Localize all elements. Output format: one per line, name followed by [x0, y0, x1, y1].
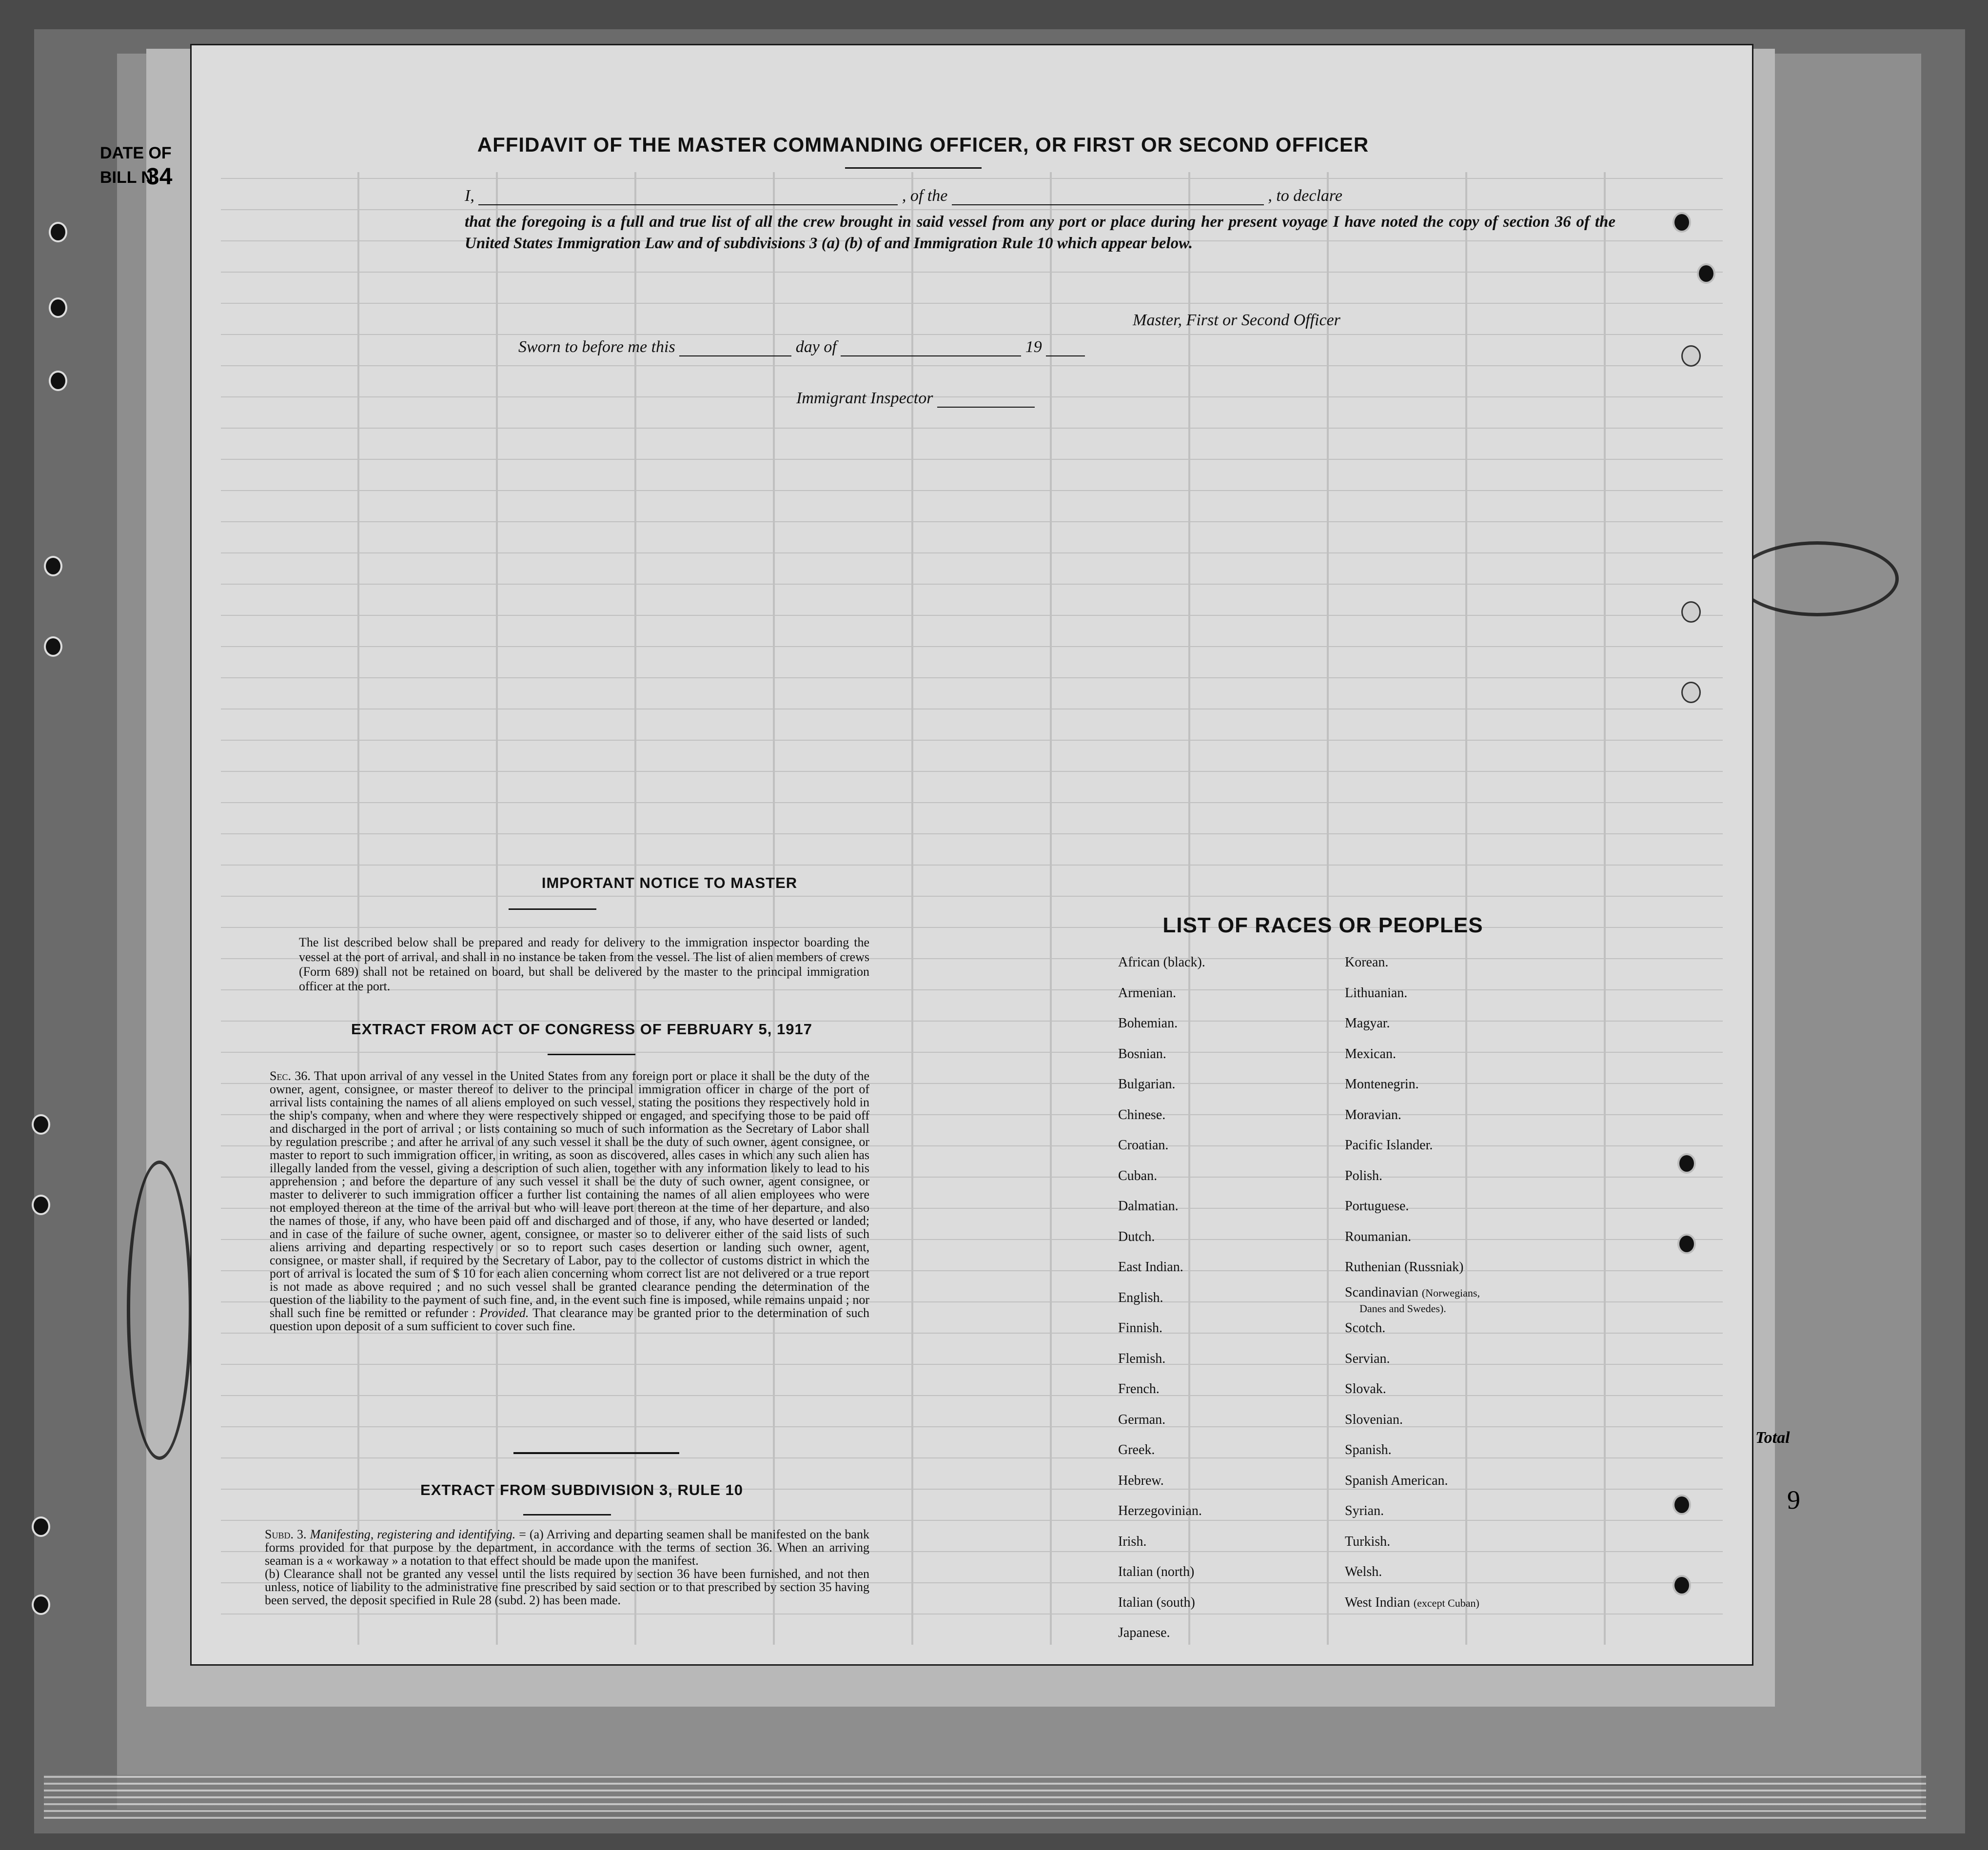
rule-extract-title: EXTRACT FROM SUBDIVISION 3, RULE 10: [420, 1481, 743, 1498]
race-item: Pacific Islander.: [1345, 1138, 1433, 1153]
race-item: Chinese.: [1118, 1107, 1166, 1122]
race-item: Finnish.: [1118, 1320, 1163, 1336]
race-scandinavian-note-2: Danes and Swedes).: [1359, 1302, 1446, 1315]
declare-to: , to declare: [1268, 187, 1342, 205]
race-item: African (black).: [1118, 955, 1205, 970]
punch-hole: [32, 1516, 50, 1537]
year-blank[interactable]: [1046, 355, 1085, 356]
section-36-text: [270, 1069, 869, 1333]
notice-title: IMPORTANT NOTICE TO MASTER: [541, 874, 798, 891]
race-item: Servian.: [1345, 1351, 1390, 1366]
race-item: Mexican.: [1345, 1046, 1396, 1062]
punch-hole: [44, 636, 62, 657]
punch-hole: [1681, 601, 1701, 623]
sworn-label: Sworn to before me this: [518, 338, 675, 356]
rule-10-text: [265, 1528, 869, 1607]
race-item: Italian (south): [1118, 1594, 1195, 1610]
margin-total-label: Total: [1755, 1429, 1790, 1447]
race-west-indian: West Indian: [1345, 1594, 1410, 1610]
punch-hole: [32, 1195, 50, 1215]
race-scandinavian-note-1: (Norwegians,: [1421, 1286, 1480, 1299]
punch-hole: [49, 297, 67, 318]
punch-hole: [49, 371, 67, 391]
year-label: 19: [1025, 338, 1042, 356]
inspector-line: [796, 389, 1035, 408]
title-rule: [845, 167, 982, 169]
margin-date-label: DATE OF: [100, 144, 172, 162]
race-item: Slovak.: [1345, 1381, 1386, 1397]
race-item: German.: [1118, 1412, 1166, 1427]
punch-hole: [1677, 1153, 1696, 1174]
race-item: Bohemian.: [1118, 1016, 1178, 1031]
race-item: Dalmatian.: [1118, 1199, 1179, 1214]
races-column-2: [1345, 947, 1480, 1618]
race-item: Spanish.: [1345, 1442, 1392, 1457]
inspector-label: Immigrant Inspector: [796, 389, 933, 407]
declare-i: I,: [465, 187, 474, 205]
race-item: Armenian.: [1118, 985, 1176, 1001]
margin-total-value: 9: [1787, 1485, 1800, 1515]
subd-label: Subd. 3.: [265, 1527, 307, 1541]
races-title: LIST OF RACES OR PEOPLES: [1162, 913, 1483, 937]
name-blank[interactable]: [478, 204, 898, 205]
signature-label: Master, First or Second Officer: [1133, 311, 1340, 329]
race-item: Moravian.: [1345, 1107, 1401, 1122]
section-body: That upon arrival of any vessel in the United States from any foreign port or place it shall be the duty of the owner, agent, consignee, or master thereof to deliver to the principal immigration officer in charge of the port of arrival lists containing the names of all aliens employed on such vessel, stating the positions they respectively hold in the ship's company, when and where they were respectively shipped or engaged, and specifying those to be paid off and discharged in the port of arrival ; or lists containing so much of such information as the Secretary of Labor shall by regulation prescribe ; and after he arrival of any such vessel it shall be the duty of such owner, agent consignee, or master to report to such immigration officer, in writing, as soon as discovered, alles cases in which any such alien has illegally landed from the vessel, giving a description of such alien, together with any information likely to lead to his apprehension ; and before the departure of any such vessel it shall be the duty of such owner, agent consignee, or master to deliverer to such immigration officer a further list containing the names of all alien employees who were not employed thereon at the time of the arrival but who will leave port thereon at the time of her departure, and also the names of those, if any, who have been paid off and discharged and of those, if any, who have deserted or landed; and in case of the failure of suche owner, agent, consignee, or master so to deliverer either of the said lists of such aliens arriving and departing respectively or so to report such cases desertion or landing such owner, agent, consignee, or master shall, if required by the Secretary of Labor, pay to the collector of customs district in which the port of arrival is located the sum of $ 10 for each alien concerning whom correct list are not delivered or a true report is not made as above required ; and no such vessel shall be granted clearance pending the determination of the question of the liability to the payment of such fine, and, in the event such fine is imposed, while remains unpaid ; nor shall such fine be remitted or refunder :: [270, 1069, 869, 1320]
race-item-west-indian: [1345, 1588, 1480, 1619]
race-item: East Indian.: [1118, 1260, 1183, 1275]
punch-hole: [32, 1594, 50, 1615]
ink-scribble: [1736, 541, 1899, 616]
punch-hole: [44, 556, 62, 576]
month-blank[interactable]: [841, 355, 1021, 356]
race-item: Herzegovinian.: [1118, 1503, 1202, 1518]
notice-body: The list described below shall be prepared and ready for delivery to the immigration inspector boarding the vessel at the port of arrival, and shall in no instance be taken from the vessel. The list of alien members of crews (Form 689) shall not be retained on board, but shall be delivered by the master to the principal immigration officer at the port.: [299, 935, 869, 993]
act-extract-rule: [548, 1054, 635, 1055]
race-item: Italian (north): [1118, 1564, 1195, 1579]
punch-hole: [1673, 212, 1691, 233]
crew-list-form: [190, 44, 1753, 1666]
punch-hole: [1677, 1234, 1696, 1254]
race-item-scandinavian: [1345, 1283, 1480, 1314]
race-item: Scotch.: [1345, 1320, 1386, 1336]
race-item: Bulgarian.: [1118, 1077, 1176, 1092]
race-item: Croatian.: [1118, 1138, 1169, 1153]
subd-para-a: = (a) Arriving and departing seamen shall be manifested on the bank forms provided for that purpose by the department, in accordance with the terms of section 36. When an arriving seaman is a « workaway » a notation to that effect should be made upon the manifest.: [265, 1527, 870, 1568]
declaration-line: [465, 187, 1615, 205]
race-item: Cuban.: [1118, 1168, 1158, 1183]
notice-rule: [509, 908, 596, 910]
race-item: Flemish.: [1118, 1351, 1166, 1366]
section-label: Sec. 36.: [270, 1069, 311, 1083]
punch-hole: [32, 1114, 50, 1135]
race-item: Portuguese.: [1345, 1199, 1409, 1214]
race-scandinavian: Scandinavian: [1345, 1284, 1418, 1300]
race-item: Dutch.: [1118, 1229, 1155, 1244]
inspector-blank[interactable]: [937, 407, 1035, 408]
race-item: French.: [1118, 1381, 1160, 1397]
subd-para-b: (b) Clearance shall not be granted any vessel until the lists required by section 36 have been furnished, and not then unless, notice of liability to the administrative fine prescribed by said section or to that prescribed by section 35 having been served, the deposit specified in Rule 28 (subd. 2) has been made.: [265, 1567, 869, 1607]
race-item: Welsh.: [1345, 1564, 1382, 1579]
subd-heading: Manifesting, registering and identifying.: [310, 1527, 516, 1541]
declaration-statement: that the foregoing is a full and true list of all the crew brought in said vessel from any port or place during her present voyage I have noted the copy of section 36 of the United States Immigration Law and of subdivisions 3 (a) (b) of and Immigration Rule 10 which appear below.: [465, 213, 1615, 252]
race-item: Slovenian.: [1345, 1412, 1403, 1427]
race-item: Polish.: [1345, 1168, 1383, 1183]
punch-hole: [1681, 682, 1701, 703]
race-item: Bosnian.: [1118, 1046, 1166, 1062]
race-item: Montenegrin.: [1345, 1077, 1419, 1092]
day-blank[interactable]: [679, 355, 791, 356]
races-column-1: [1118, 947, 1205, 1649]
punch-hole: [1697, 263, 1715, 284]
race-item: Turkish.: [1345, 1534, 1391, 1549]
race-item: Greek.: [1118, 1442, 1155, 1457]
race-item: Japanese.: [1118, 1625, 1170, 1640]
section-body-end: That clearance may be granted prior to the determination of such question upon deposit of a sum sufficient to cover such fine.: [270, 1306, 870, 1333]
punch-hole: [1681, 345, 1701, 367]
day-label: day of: [795, 338, 837, 356]
race-item: Hebrew.: [1118, 1473, 1164, 1488]
section-divider: [513, 1452, 679, 1454]
race-item: Syrian.: [1345, 1503, 1384, 1518]
declare-of: , of the: [902, 187, 948, 205]
race-item: English.: [1118, 1290, 1163, 1305]
punch-hole: [1673, 1575, 1691, 1595]
race-west-indian-note: (except Cuban): [1413, 1596, 1479, 1609]
act-extract-title: EXTRACT FROM ACT OF CONGRESS OF FEBRUARY 5, 1917: [351, 1021, 812, 1038]
section-provided: Provided.: [479, 1306, 529, 1320]
race-item: Spanish American.: [1345, 1473, 1448, 1488]
race-item: Ruthenian (Russniak): [1345, 1260, 1464, 1275]
rule-extract-rule: [523, 1514, 611, 1515]
vessel-blank[interactable]: [952, 204, 1264, 205]
race-item: Lithuanian.: [1345, 985, 1408, 1001]
race-item: Magyar.: [1345, 1016, 1390, 1031]
sworn-line: [518, 338, 1323, 356]
punch-hole: [1673, 1495, 1691, 1515]
affidavit-title: AFFIDAVIT OF THE MASTER COMMANDING OFFICER, OR FIRST OR SECOND OFFICER: [477, 133, 1369, 156]
race-item: Irish.: [1118, 1534, 1147, 1549]
race-item: Korean.: [1345, 955, 1389, 970]
ink-scribble: [127, 1161, 192, 1460]
race-item: Roumanian.: [1345, 1229, 1412, 1244]
page-edges: [44, 1775, 1926, 1819]
margin-bill-number: 34: [146, 164, 173, 190]
punch-hole: [49, 222, 67, 242]
margin-bill-label: BILL N: [100, 168, 153, 187]
